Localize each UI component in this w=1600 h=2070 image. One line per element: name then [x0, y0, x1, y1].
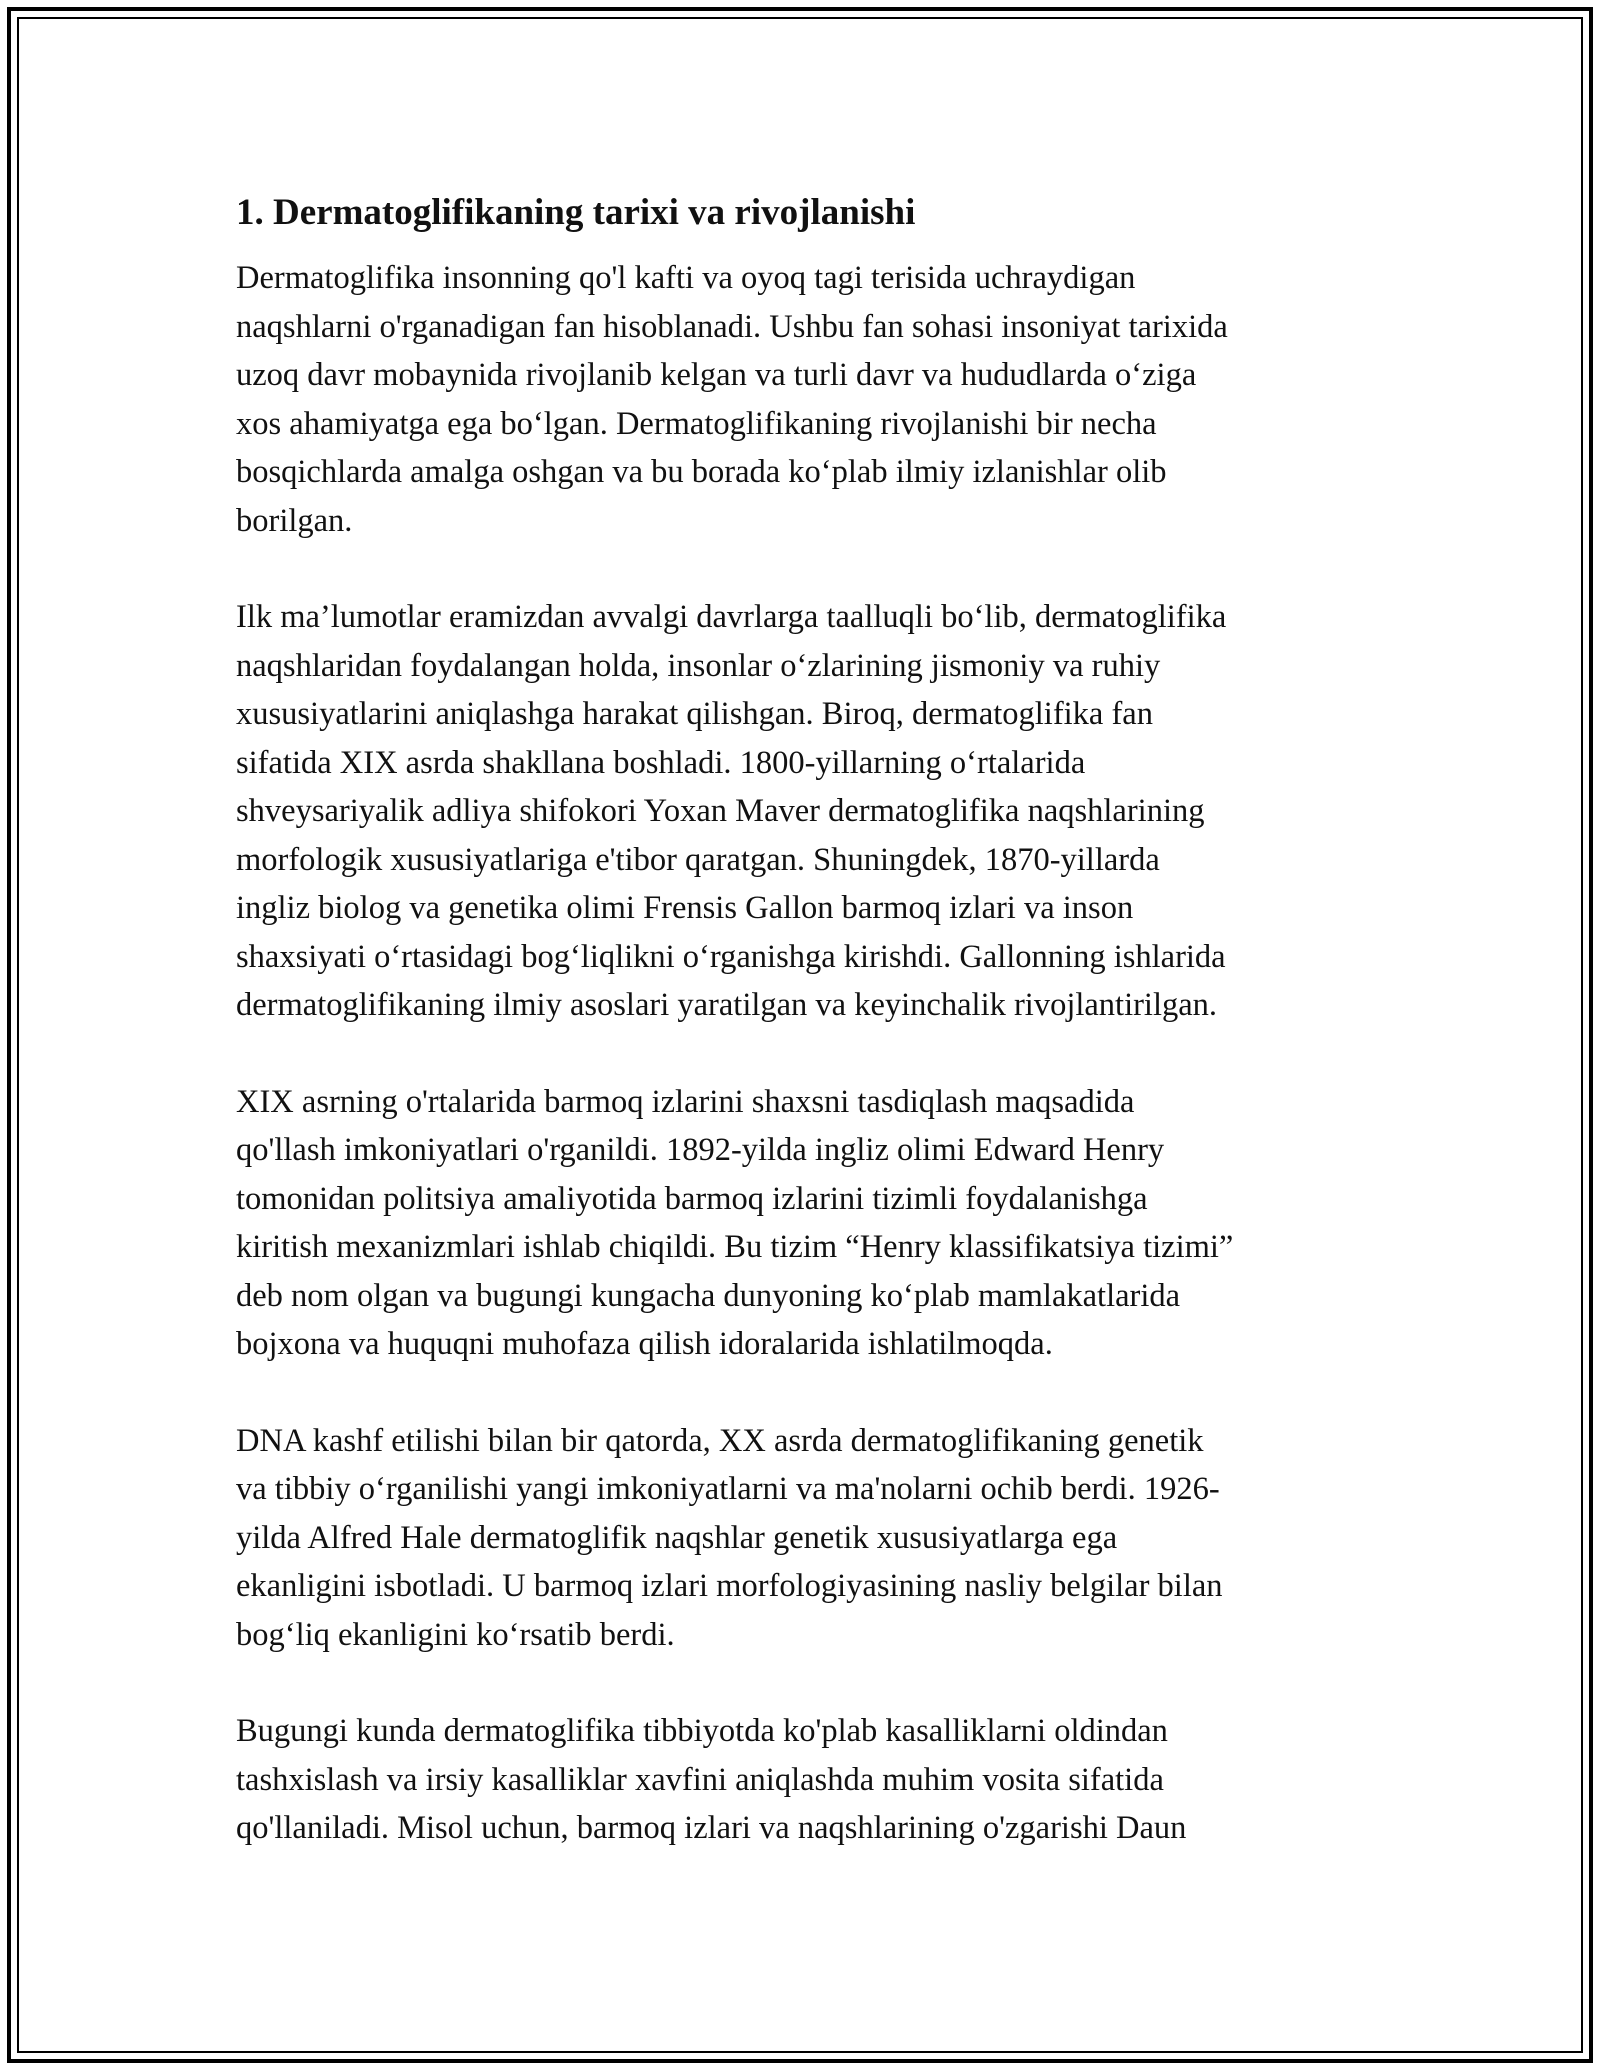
paragraph: [236, 593, 1376, 1030]
text-line: Ilk ma’lumotlar eramizdan avvalgi davrlarga taalluqli bo‘lib, dermatoglifika: [236, 599, 1227, 635]
text-line: Bugungi kunda dermatoglifika tibbiyotda ko'plab kasalliklarni oldindan: [236, 1713, 1168, 1749]
paragraph-list: [236, 254, 1376, 1853]
paragraph: [236, 1707, 1376, 1853]
text-line: ekanligini isbotladi. U barmoq izlari morfologiyasining nasliy belgilar bilan: [236, 1568, 1223, 1604]
text-line: naqshlaridan foydalangan holda, insonlar o‘zlarining jismoniy va ruhiy: [236, 647, 1161, 684]
text-line: tashxislash va irsiy kasalliklar xavfini aniqlashda muhim vosita sifatida: [236, 1761, 1164, 1798]
text-line: bog‘liq ekanligini ko‘rsatib berdi.: [236, 1616, 675, 1653]
text-line: DNA kashf etilishi bilan bir qatorda, XX asrda dermatoglifikaning genetik: [236, 1422, 1204, 1459]
text-line: XIX asrning o'rtalarida barmoq izlarini shaxsni tasdiqlash maqsadida: [236, 1083, 1135, 1120]
text-line: shaxsiyati o‘rtasidagi bog‘liqlikni o‘rganishga kirishdi. Gallonning ishlarida: [236, 938, 1226, 975]
text-line: xususiyatlarini aniqlashga harakat qilishgan. Biroq, dermatoglifika fan: [236, 696, 1153, 732]
paragraph: [236, 254, 1376, 545]
text-line: va tibbiy o‘rganilishi yangi imkoniyatlarni va ma'nolarni ochib berdi. 1926-: [236, 1471, 1220, 1507]
document-body: [236, 184, 1376, 1901]
text-line: shveysariyalik adliya shifokori Yoxan Maver dermatoglifika naqshlarining: [236, 793, 1205, 829]
text-line: dermatoglifikaning ilmiy asoslari yaratilgan va keyinchalik rivojlantirilgan.: [236, 987, 1218, 1023]
text-line: Dermatoglifika insonning qo'l kafti va oyoq tagi terisida uchraydigan: [236, 260, 1136, 296]
text-line: kiritish mexanizmlari ishlab chiqildi. Bu tizim “Henry klassifikatsiya tizimi”: [236, 1229, 1234, 1265]
section-heading: 1. Dermatoglifikaning tarixi va rivojlanishi: [236, 192, 916, 233]
text-line: ingliz biolog va genetika olimi Frensis Gallon barmoq izlari va inson: [236, 890, 1134, 926]
paragraph: [236, 1417, 1376, 1660]
text-line: yilda Alfred Hale dermatoglifik naqshlar genetik xususiyatlarga ega: [236, 1519, 1118, 1556]
text-line: morfologik xususiyatlariga e'tibor qaratgan. Shuningdek, 1870-yillarda: [236, 841, 1160, 878]
paragraph: [236, 1078, 1376, 1369]
text-line: bosqichlarda amalga oshgan va bu borada ko‘plab ilmiy izlanishlar olib: [236, 454, 1167, 490]
text-line: sifatida XIX asrda shakllana boshladi. 1800-yillarning o‘rtalarida: [236, 744, 1086, 781]
text-line: uzoq davr mobaynida rivojlanib kelgan va turli davr va hududlarda o‘ziga: [236, 357, 1197, 393]
text-line: bojxona va huquqni muhofaza qilish idoralarida ishlatilmoqda.: [236, 1326, 1053, 1362]
text-line: qo'llaniladi. Misol uchun, barmoq izlari va naqshlarining o'zgarishi Daun: [236, 1810, 1187, 1846]
text-line: naqshlarni o'rganadigan fan hisoblanadi. Ushbu fan sohasi insoniyat tarixida: [236, 308, 1228, 345]
text-line: deb nom olgan va bugungi kungacha dunyoning ko‘plab mamlakatlarida: [236, 1277, 1181, 1314]
text-line: borilgan.: [236, 502, 353, 539]
text-line: tomonidan politsiya amaliyotida barmoq izlarini tizimli foydalanishga: [236, 1180, 1148, 1217]
text-line: xos ahamiyatga ega bo‘lgan. Dermatoglifikaning rivojlanishi bir necha: [236, 405, 1157, 442]
text-line: qo'llash imkoniyatlari o'rganildi. 1892-yilda ingliz olimi Edward Henry: [236, 1132, 1165, 1168]
